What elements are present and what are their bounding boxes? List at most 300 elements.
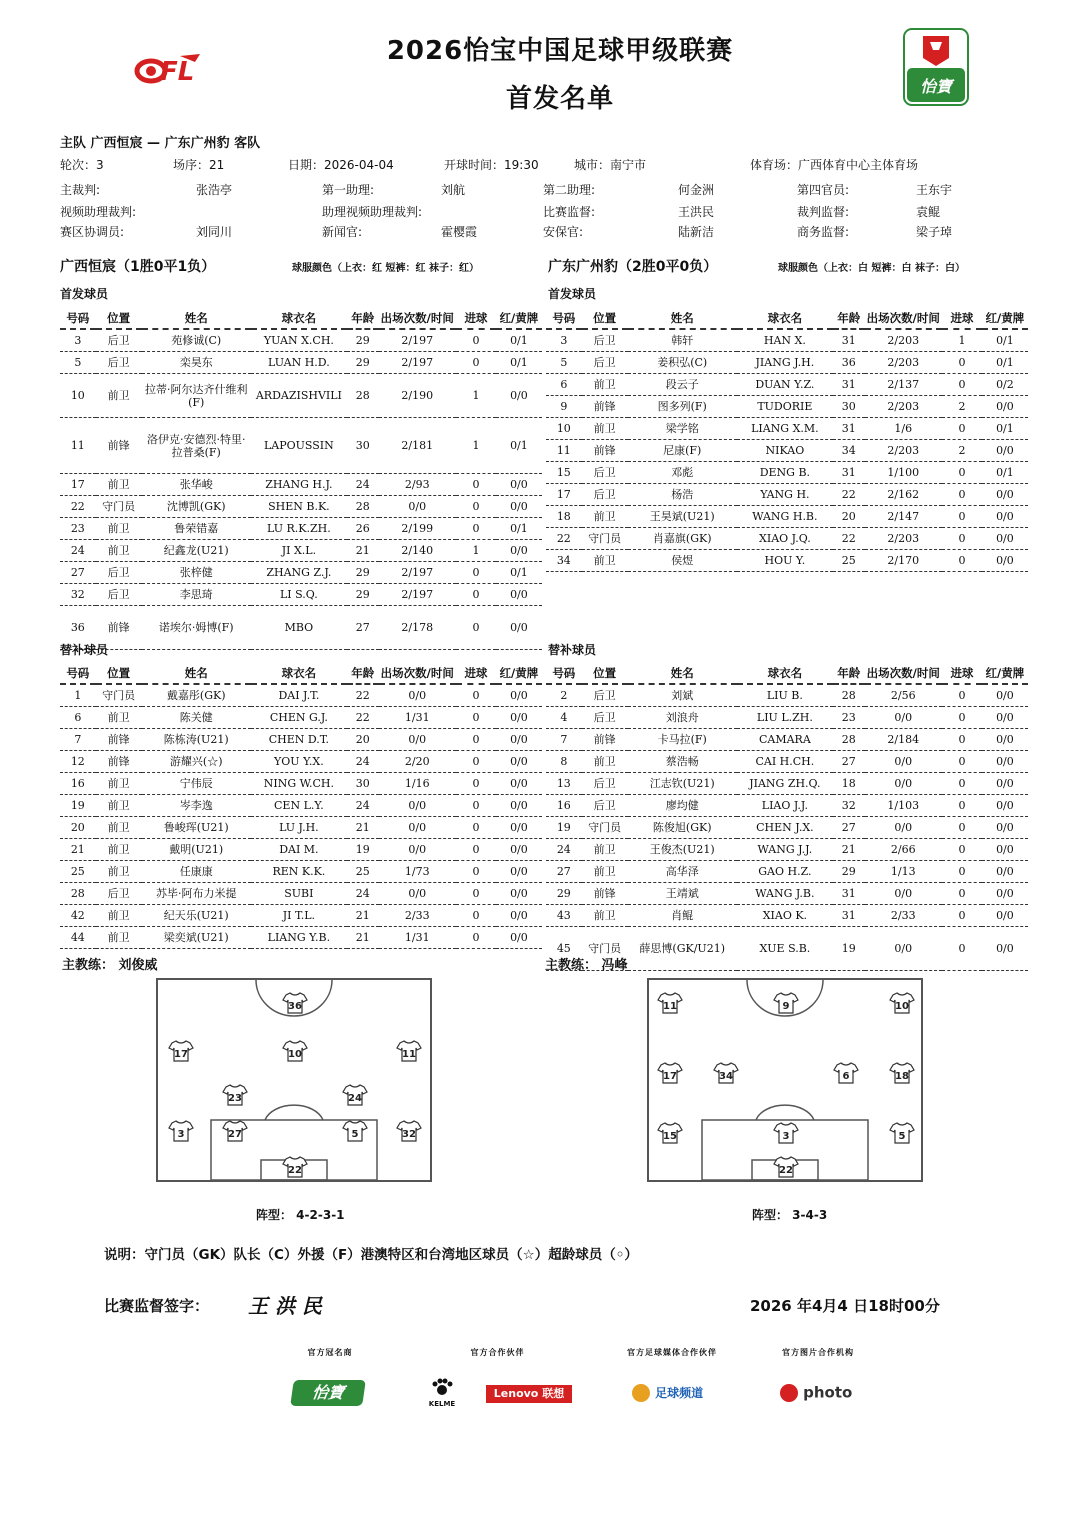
player-cell: 30 xyxy=(833,396,864,418)
player-cell: 前卫 xyxy=(582,418,628,440)
player-cell: LUAN H.D. xyxy=(251,352,347,374)
player-cell: 后卫 xyxy=(582,352,628,374)
player-cell: 27 xyxy=(833,751,864,773)
away-team-name: 广东广州豹（2胜0平0负） xyxy=(548,259,718,275)
player-cell: 24 xyxy=(60,540,96,562)
player-cell: 0 xyxy=(456,518,496,540)
player-cell: 0/0 xyxy=(496,540,542,562)
sponsor-yibao-logo: 怡寶 xyxy=(290,1380,366,1406)
player-cell: 栾昊东 xyxy=(142,352,251,374)
player-cell: 1/13 xyxy=(865,861,943,883)
official-label: 比赛监督: xyxy=(543,205,596,219)
player-jersey-icon xyxy=(222,1120,248,1146)
player-cell: 0 xyxy=(942,418,982,440)
away-pitch xyxy=(647,978,923,1182)
player-cell: 0/0 xyxy=(865,883,943,905)
player-cell: 0/0 xyxy=(496,374,542,418)
player-cell: 0 xyxy=(942,484,982,506)
player-cell: 0/0 xyxy=(982,707,1028,729)
player-cell: 鲁荣错嘉 xyxy=(142,518,251,540)
player-cell: 28 xyxy=(833,729,864,751)
player-cell: 守门员 xyxy=(96,496,142,518)
player-jersey-icon xyxy=(713,1062,739,1088)
player-cell: 10 xyxy=(60,374,96,418)
player-cell: 27 xyxy=(546,861,582,883)
svg-text:11: 11 xyxy=(663,1001,677,1012)
player-cell: 0/0 xyxy=(379,839,457,861)
player-cell: 0/0 xyxy=(379,496,457,518)
player-row xyxy=(60,729,542,751)
player-cell: 17 xyxy=(60,474,96,496)
player-cell: 前卫 xyxy=(96,795,142,817)
player-row xyxy=(546,352,1028,374)
column-header: 号码 xyxy=(60,308,96,329)
match-seq: 场序：21 xyxy=(173,158,225,172)
player-cell: 2/199 xyxy=(379,518,457,540)
svg-text:34: 34 xyxy=(719,1071,733,1082)
player-row xyxy=(60,707,542,729)
player-cell: 0 xyxy=(456,751,496,773)
player-cell: 19 xyxy=(347,839,378,861)
svg-text:22: 22 xyxy=(779,1165,793,1176)
player-cell: 0/1 xyxy=(982,329,1028,352)
player-cell: REN K.K. xyxy=(251,861,347,883)
player-cell: 20 xyxy=(60,817,96,839)
player-cell: 2/203 xyxy=(865,329,943,352)
round: 轮次：3 xyxy=(60,158,104,172)
player-row xyxy=(546,751,1028,773)
player-cell: 前卫 xyxy=(96,374,142,418)
column-header: 姓名 xyxy=(142,663,251,684)
player-cell: 24 xyxy=(347,751,378,773)
column-header: 红/黄牌 xyxy=(982,308,1028,329)
column-header: 姓名 xyxy=(142,308,251,329)
player-cell: 后卫 xyxy=(582,329,628,352)
player-cell: 0/0 xyxy=(496,496,542,518)
player-cell: 22 xyxy=(546,528,582,550)
sponsor-header: 官方足球媒体合作伙伴 xyxy=(627,1348,717,1357)
player-cell: 30 xyxy=(347,773,378,795)
player-cell: LIU L.ZH. xyxy=(737,707,833,729)
player-cell: 32 xyxy=(833,795,864,817)
player-cell: LIANG X.M. xyxy=(737,418,833,440)
column-header: 红/黄牌 xyxy=(496,663,542,684)
player-cell: 0 xyxy=(942,462,982,484)
player-row xyxy=(60,773,542,795)
player-cell: 0/0 xyxy=(982,684,1028,707)
player-cell: 0 xyxy=(456,905,496,927)
player-cell: 0/0 xyxy=(982,484,1028,506)
player-cell: XUE S.B. xyxy=(737,927,833,971)
away-starters-label: 首发球员 xyxy=(548,287,597,301)
player-cell: 前卫 xyxy=(96,773,142,795)
player-cell: 前卫 xyxy=(96,707,142,729)
player-cell: 27 xyxy=(833,817,864,839)
player-cell: 4 xyxy=(546,707,582,729)
player-cell: 后卫 xyxy=(582,707,628,729)
player-cell: 6 xyxy=(546,374,582,396)
player-cell: 李思琦 xyxy=(142,584,251,606)
official-value: 梁子琸 xyxy=(916,225,953,239)
player-cell: DAI M. xyxy=(251,839,347,861)
player-jersey-icon xyxy=(168,1040,194,1066)
player-row xyxy=(546,883,1028,905)
player-cell: 0/0 xyxy=(496,861,542,883)
player-cell: 0/0 xyxy=(379,729,457,751)
player-cell: JIANG J.H. xyxy=(737,352,833,374)
player-cell: 0/0 xyxy=(496,773,542,795)
player-cell: ZHANG H.J. xyxy=(251,474,347,496)
player-jersey-icon xyxy=(773,1156,799,1182)
home-starters-label: 首发球员 xyxy=(60,287,109,301)
player-cell: 2/20 xyxy=(379,751,457,773)
player-cell: HOU Y. xyxy=(737,550,833,572)
column-header: 进球 xyxy=(942,663,982,684)
player-cell: 0/0 xyxy=(865,817,943,839)
player-cell: 27 xyxy=(60,562,96,584)
player-cell: 0 xyxy=(942,773,982,795)
player-row xyxy=(546,329,1028,352)
sponsor-lenovo-logo: Lenovo 联想 xyxy=(486,1385,572,1403)
player-cell: 前卫 xyxy=(582,861,628,883)
player-cell: 2/147 xyxy=(865,506,943,528)
player-cell: 戴明(U21) xyxy=(142,839,251,861)
player-cell: 0 xyxy=(456,839,496,861)
official-label: 赛区协调员: xyxy=(60,225,125,239)
player-cell: NING W.CH. xyxy=(251,773,347,795)
player-cell: 前卫 xyxy=(96,540,142,562)
home-subs-label: 替补球员 xyxy=(60,643,109,657)
player-jersey-icon xyxy=(889,1122,915,1148)
player-cell: 前卫 xyxy=(96,817,142,839)
home-formation: 阵型： 4-2-3-1 xyxy=(256,1208,345,1222)
column-header: 球衣名 xyxy=(251,308,347,329)
svg-text:10: 10 xyxy=(895,1001,909,1012)
player-cell: 22 xyxy=(347,707,378,729)
player-cell: 9 xyxy=(546,396,582,418)
player-cell: 苏毕·阿布力米提 xyxy=(142,883,251,905)
player-cell: 王俊杰(U21) xyxy=(628,839,737,861)
player-cell: 后卫 xyxy=(96,883,142,905)
player-cell: JI T.L. xyxy=(251,905,347,927)
svg-text:11: 11 xyxy=(402,1049,416,1060)
sponsor-header: 官方图片合作机构 xyxy=(782,1348,854,1357)
player-row xyxy=(546,839,1028,861)
player-row xyxy=(546,684,1028,707)
player-cell: NIKAO xyxy=(737,440,833,462)
player-cell: JIANG ZH.Q. xyxy=(737,773,833,795)
player-cell: 36 xyxy=(833,352,864,374)
player-cell: 2/197 xyxy=(379,352,457,374)
player-cell: 0/0 xyxy=(982,396,1028,418)
player-jersey-icon xyxy=(222,1084,248,1110)
player-jersey-icon xyxy=(657,1062,683,1088)
player-row xyxy=(546,550,1028,572)
player-cell: 张梓健 xyxy=(142,562,251,584)
official-value: 刘同川 xyxy=(196,225,233,239)
official-value: 何金洲 xyxy=(678,183,715,197)
player-cell: 0/0 xyxy=(982,751,1028,773)
player-cell: 29 xyxy=(347,584,378,606)
player-cell: 前锋 xyxy=(96,751,142,773)
player-cell: 19 xyxy=(833,927,864,971)
player-cell: 24 xyxy=(347,795,378,817)
player-cell: 0/0 xyxy=(496,584,542,606)
player-jersey-icon xyxy=(342,1084,368,1110)
player-cell: 18 xyxy=(833,773,864,795)
svg-text:3: 3 xyxy=(177,1129,185,1140)
player-cell: 0 xyxy=(456,795,496,817)
player-jersey-icon xyxy=(282,1040,308,1066)
player-cell: 0/0 xyxy=(982,550,1028,572)
player-cell: 19 xyxy=(60,795,96,817)
column-header: 球衣名 xyxy=(251,663,347,684)
player-cell: 0 xyxy=(456,729,496,751)
player-cell: 0 xyxy=(942,506,982,528)
player-cell: 29 xyxy=(833,861,864,883)
player-cell: 0 xyxy=(942,861,982,883)
player-cell: 0 xyxy=(942,729,982,751)
player-cell: 蔡浩畅 xyxy=(628,751,737,773)
player-cell: 0/0 xyxy=(982,729,1028,751)
player-cell: 44 xyxy=(60,927,96,949)
svg-text:6: 6 xyxy=(842,1071,850,1082)
column-header: 出场次数/时间 xyxy=(865,663,943,684)
player-cell: 42 xyxy=(60,905,96,927)
player-cell: 0/0 xyxy=(865,773,943,795)
home-coach: 主教练： 刘俊威 xyxy=(62,958,158,973)
player-cell: 拉蒂·阿尔达齐什维利(F) xyxy=(142,374,251,418)
player-cell: LU J.H. xyxy=(251,817,347,839)
away-subs-table xyxy=(546,663,1028,971)
player-cell: 0/0 xyxy=(865,751,943,773)
player-cell: 21 xyxy=(347,905,378,927)
player-cell: 2/203 xyxy=(865,440,943,462)
player-cell: 27 xyxy=(347,606,378,650)
player-cell: WANG J.B. xyxy=(737,883,833,905)
player-row xyxy=(546,418,1028,440)
player-cell: 鲁峻珲(U21) xyxy=(142,817,251,839)
column-header: 号码 xyxy=(546,663,582,684)
sponsor-header: 官方冠名商 xyxy=(307,1348,353,1357)
player-cell: 36 xyxy=(60,606,96,650)
player-cell: 0/0 xyxy=(865,707,943,729)
player-cell: CAMARA xyxy=(737,729,833,751)
player-cell: 薛思博(GK/U21) xyxy=(628,927,737,971)
player-cell: 0/0 xyxy=(379,795,457,817)
home-subs-table xyxy=(60,663,542,949)
player-cell: 0/0 xyxy=(982,440,1028,462)
player-cell: 0 xyxy=(942,817,982,839)
svg-text:3: 3 xyxy=(782,1131,790,1142)
page-subtitle: 首发名单 xyxy=(505,84,614,114)
player-cell: 15 xyxy=(546,462,582,484)
player-cell: 前锋 xyxy=(582,883,628,905)
player-cell: 王靖斌 xyxy=(628,883,737,905)
player-row xyxy=(60,883,542,905)
home-pitch xyxy=(156,978,432,1182)
player-cell: 梁学铭 xyxy=(628,418,737,440)
player-cell: 刘斌 xyxy=(628,684,737,707)
player-row xyxy=(546,795,1028,817)
signature: 王 洪 民 xyxy=(248,1294,322,1318)
photo-text: photo xyxy=(803,1383,853,1402)
player-cell: 0/0 xyxy=(496,839,542,861)
player-cell: 0 xyxy=(456,496,496,518)
player-cell: SUBI xyxy=(251,883,347,905)
player-jersey-icon xyxy=(396,1040,422,1066)
column-header: 位置 xyxy=(96,663,142,684)
player-cell: 22 xyxy=(60,496,96,518)
official-value: 王东宇 xyxy=(916,183,953,197)
column-header: 年龄 xyxy=(833,663,864,684)
player-row xyxy=(546,707,1028,729)
player-cell: 2/140 xyxy=(379,540,457,562)
player-cell: HAN X. xyxy=(737,329,833,352)
photo-icon xyxy=(780,1384,798,1402)
player-cell: 前卫 xyxy=(96,927,142,949)
svg-text:5: 5 xyxy=(898,1131,906,1142)
svg-text:FL: FL xyxy=(160,57,195,87)
column-header: 进球 xyxy=(942,308,982,329)
player-jersey-icon xyxy=(889,992,915,1018)
official-label: 新闻官: xyxy=(322,225,363,239)
player-cell: 2 xyxy=(942,440,982,462)
stadium: 体育场：广西体育中心主体育场 xyxy=(750,158,919,172)
player-cell: 0/2 xyxy=(982,374,1028,396)
column-header: 出场次数/时间 xyxy=(379,663,457,684)
player-cell: 1/73 xyxy=(379,861,457,883)
player-cell: 后卫 xyxy=(96,352,142,374)
player-cell: 0 xyxy=(942,374,982,396)
player-cell: 前卫 xyxy=(582,905,628,927)
player-cell: 26 xyxy=(347,518,378,540)
player-cell: 前卫 xyxy=(96,861,142,883)
player-cell: 34 xyxy=(546,550,582,572)
player-cell: 1 xyxy=(456,374,496,418)
column-header: 球衣名 xyxy=(737,308,833,329)
player-cell: 28 xyxy=(347,374,378,418)
player-cell: 0/0 xyxy=(496,684,542,707)
column-header: 年龄 xyxy=(347,308,378,329)
player-cell: 王昊斌(U21) xyxy=(628,506,737,528)
player-row xyxy=(60,329,542,352)
player-cell: 12 xyxy=(60,751,96,773)
player-jersey-icon xyxy=(657,992,683,1018)
player-cell: DENG B. xyxy=(737,462,833,484)
official-value: 霍樱霞 xyxy=(441,225,478,239)
player-cell: 0 xyxy=(942,883,982,905)
official-label: 第一助理: xyxy=(322,183,375,197)
player-cell: 0/0 xyxy=(982,883,1028,905)
player-cell: 段云子 xyxy=(628,374,737,396)
player-cell: 后卫 xyxy=(96,329,142,352)
player-cell: 尼康(F) xyxy=(628,440,737,462)
player-cell: 前卫 xyxy=(582,374,628,396)
player-cell: GAO H.Z. xyxy=(737,861,833,883)
player-cell: 0/1 xyxy=(496,329,542,352)
player-cell: 28 xyxy=(60,883,96,905)
player-cell: 前卫 xyxy=(582,751,628,773)
player-cell: 24 xyxy=(347,883,378,905)
player-cell: 5 xyxy=(60,352,96,374)
player-row xyxy=(546,861,1028,883)
player-cell: 2/66 xyxy=(865,839,943,861)
player-cell: 侯煜 xyxy=(628,550,737,572)
page-title: 2026怡宝中国足球甲级联赛 xyxy=(386,36,734,66)
player-cell: 肖嘉旗(GK) xyxy=(628,528,737,550)
player-cell: 肖鲲 xyxy=(628,905,737,927)
player-cell: CHEN J.X. xyxy=(737,817,833,839)
player-cell: 8 xyxy=(546,751,582,773)
player-cell: 0 xyxy=(942,528,982,550)
player-row xyxy=(60,474,542,496)
player-cell: 0 xyxy=(456,352,496,374)
player-cell: 0 xyxy=(942,352,982,374)
away-kit: 球服颜色（上衣：白 短裤：白 袜子：白） xyxy=(778,263,965,274)
player-row xyxy=(60,905,542,927)
player-cell: LAPOUSSIN xyxy=(251,418,347,474)
player-row xyxy=(60,861,542,883)
player-cell: 16 xyxy=(60,773,96,795)
player-cell: 0/1 xyxy=(496,562,542,584)
player-cell: 0/0 xyxy=(982,905,1028,927)
player-cell: 0/1 xyxy=(982,462,1028,484)
player-cell: LI S.Q. xyxy=(251,584,347,606)
player-cell: 1 xyxy=(60,684,96,707)
column-header: 号码 xyxy=(60,663,96,684)
player-row xyxy=(546,773,1028,795)
column-header: 位置 xyxy=(582,663,628,684)
player-cell: 守门员 xyxy=(582,817,628,839)
player-cell: 2 xyxy=(546,684,582,707)
player-jersey-icon xyxy=(342,1120,368,1146)
player-cell: 2/190 xyxy=(379,374,457,418)
player-cell: YUAN X.CH. xyxy=(251,329,347,352)
player-cell: 0 xyxy=(942,795,982,817)
player-cell: ARDAZISHVILI xyxy=(251,374,347,418)
player-cell: 0 xyxy=(456,684,496,707)
player-cell: 2/33 xyxy=(865,905,943,927)
player-cell: 杨浩 xyxy=(628,484,737,506)
player-cell: 20 xyxy=(347,729,378,751)
football-icon xyxy=(632,1384,650,1402)
player-jersey-icon xyxy=(282,992,308,1018)
player-cell: 0 xyxy=(942,905,982,927)
player-cell: 1/6 xyxy=(865,418,943,440)
player-cell: 0 xyxy=(456,707,496,729)
player-cell: CEN L.Y. xyxy=(251,795,347,817)
player-cell: YOU Y.X. xyxy=(251,751,347,773)
svg-text:17: 17 xyxy=(174,1049,188,1060)
official-value: 袁鲲 xyxy=(916,205,941,219)
player-cell: 0/0 xyxy=(982,773,1028,795)
player-cell: 后卫 xyxy=(582,684,628,707)
player-cell: 2/33 xyxy=(379,905,457,927)
paw-icon xyxy=(431,1378,453,1396)
player-cell: CHEN D.T. xyxy=(251,729,347,751)
player-cell: 7 xyxy=(546,729,582,751)
svg-text:15: 15 xyxy=(663,1131,677,1142)
official-value: 王洪民 xyxy=(678,205,715,219)
player-cell: 28 xyxy=(833,684,864,707)
column-header: 位置 xyxy=(582,308,628,329)
player-cell: 1/103 xyxy=(865,795,943,817)
player-cell: 后卫 xyxy=(582,773,628,795)
svg-text:5: 5 xyxy=(351,1129,359,1140)
player-cell: 2/93 xyxy=(379,474,457,496)
player-cell: 2/170 xyxy=(865,550,943,572)
